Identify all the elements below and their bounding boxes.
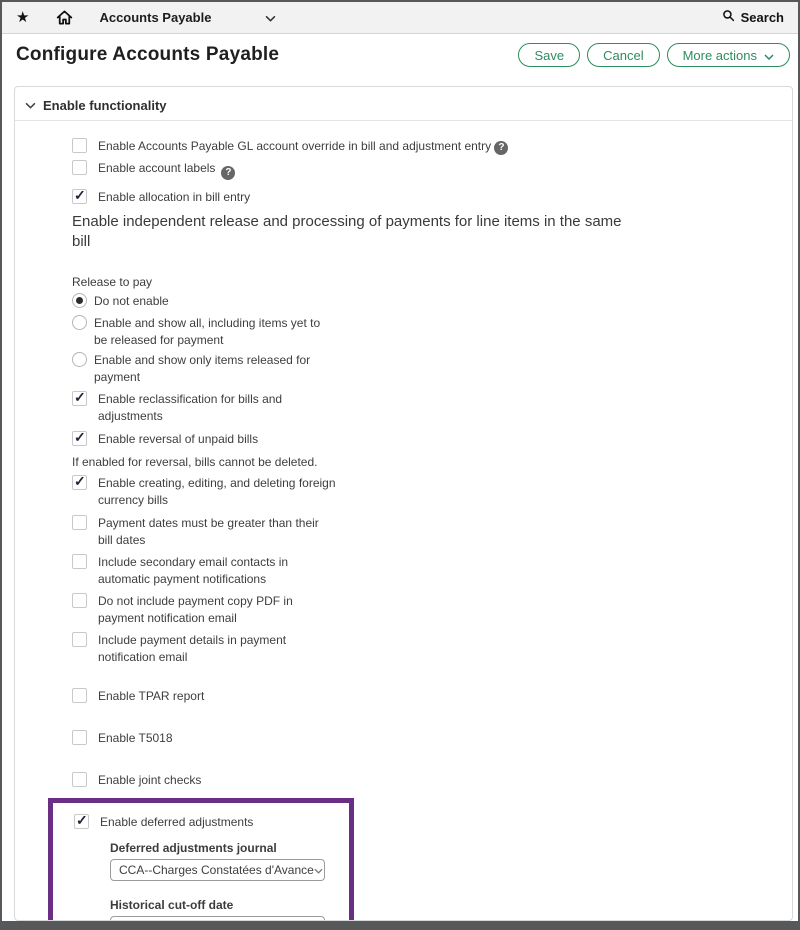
checkbox-label: Do not include payment copy PDF in payment notification email bbox=[98, 594, 293, 625]
favorite-star-icon[interactable]: ★ bbox=[16, 9, 30, 26]
chevron-down-icon bbox=[25, 96, 36, 114]
deferred-journal-label: Deferred adjustments journal bbox=[110, 841, 277, 855]
deferred-journal-select[interactable] bbox=[110, 859, 325, 881]
deferred-journal-value: CCA--Charges Constatées d'Avance bbox=[119, 863, 314, 877]
checkbox[interactable] bbox=[72, 475, 87, 490]
checkbox[interactable] bbox=[72, 554, 87, 569]
header-actions bbox=[518, 43, 790, 67]
checkbox-label: Enable joint checks bbox=[98, 773, 202, 787]
checkbox-row-tpar[interactable] bbox=[72, 687, 792, 705]
checkbox-row-no-pdf-copy[interactable] bbox=[72, 592, 792, 627]
deferred-adjustments-highlight-box bbox=[48, 798, 354, 921]
checkbox[interactable] bbox=[72, 772, 87, 787]
checkbox-label: Enable TPAR report bbox=[98, 689, 205, 703]
checkbox-row-payment-dates[interactable] bbox=[72, 514, 792, 549]
radio-do-not-enable[interactable] bbox=[72, 292, 792, 310]
save-button[interactable]: Save bbox=[518, 43, 580, 67]
page-title: Configure Accounts Payable bbox=[16, 44, 280, 65]
more-actions-button[interactable]: More actions bbox=[667, 43, 790, 67]
release-to-pay-label: Release to pay bbox=[72, 275, 153, 289]
chevron-down-icon bbox=[764, 48, 774, 63]
radio-label: Do not enable bbox=[94, 294, 169, 308]
checkbox-label: Enable T5018 bbox=[98, 731, 173, 745]
search-icon bbox=[722, 9, 735, 27]
checkbox-row-payment-details[interactable] bbox=[72, 631, 792, 666]
checkbox[interactable] bbox=[72, 160, 87, 175]
checkbox-label: Enable reversal of unpaid bills bbox=[98, 432, 259, 446]
checkbox-label: Include secondary email contacts in automatic payment notifications bbox=[98, 555, 289, 586]
checkbox-label: Payment dates must be greater than their bill dates bbox=[98, 516, 319, 547]
radio-label: Enable and show all, including items yet to be released for payment bbox=[94, 316, 321, 347]
home-icon[interactable] bbox=[56, 10, 73, 25]
checkbox[interactable] bbox=[72, 391, 87, 406]
section-title: Enable functionality bbox=[43, 97, 167, 113]
checkbox-row-deferred-adjustments[interactable] bbox=[74, 813, 349, 831]
help-icon[interactable]: ? bbox=[221, 166, 235, 180]
help-icon[interactable]: ? bbox=[494, 141, 508, 155]
checkbox[interactable] bbox=[72, 632, 87, 647]
configuration-panel bbox=[14, 86, 793, 921]
search-button[interactable] bbox=[722, 9, 784, 27]
checkbox-row-secondary-email[interactable] bbox=[72, 553, 792, 588]
checkbox-label-wrap bbox=[87, 137, 508, 155]
page-header bbox=[2, 34, 798, 76]
chevron-down-icon bbox=[265, 9, 276, 27]
checkbox[interactable] bbox=[72, 138, 87, 153]
checkbox-label: Enable deferred adjustments bbox=[100, 815, 254, 829]
checkbox-row-joint-checks[interactable] bbox=[72, 771, 792, 789]
checkbox-label: Enable account labels ? bbox=[98, 159, 235, 180]
checkbox-row-gl-override[interactable] bbox=[72, 137, 792, 155]
chevron-down-icon bbox=[314, 863, 323, 877]
checkbox-row-account-labels[interactable] bbox=[72, 159, 792, 180]
radio-label: Enable and show only items released for payment bbox=[94, 353, 311, 384]
checkbox[interactable] bbox=[72, 515, 87, 530]
checkbox-row-reclassification[interactable] bbox=[72, 390, 792, 425]
radio-show-all[interactable] bbox=[72, 314, 792, 349]
historical-cutoff-label: Historical cut-off date bbox=[110, 898, 234, 912]
application-menu[interactable] bbox=[99, 9, 276, 27]
reversal-note: If enabled for reversal, bills cannot be deleted. bbox=[72, 455, 318, 469]
checkbox[interactable] bbox=[72, 593, 87, 608]
topbar bbox=[2, 2, 798, 34]
search-label: Search bbox=[740, 10, 784, 25]
cancel-button[interactable]: Cancel bbox=[587, 43, 659, 67]
checkbox[interactable] bbox=[72, 431, 87, 446]
application-menu-label: Accounts Payable bbox=[99, 10, 212, 25]
radio-show-released[interactable] bbox=[72, 351, 792, 386]
checkbox-label: Include payment details in payment notification email bbox=[98, 633, 287, 664]
checkbox-label: Enable allocation in bill entry bbox=[98, 190, 251, 204]
radio-button[interactable] bbox=[72, 293, 87, 308]
radio-button[interactable] bbox=[72, 315, 87, 330]
checkbox-label: Enable reclassification for bills and adjustments bbox=[98, 392, 283, 423]
checkbox-row-reversal[interactable] bbox=[72, 430, 792, 448]
checkbox[interactable] bbox=[74, 814, 89, 829]
radio-button[interactable] bbox=[72, 352, 87, 367]
checkbox-label: Enable creating, editing, and deleting foreign currency bills bbox=[98, 476, 336, 507]
checkbox[interactable] bbox=[72, 189, 87, 204]
independent-release-text: Enable independent release and processing of payments for line items in the same bill bbox=[72, 213, 622, 250]
section-enable-functionality-toggle[interactable] bbox=[15, 87, 792, 121]
checkbox[interactable] bbox=[72, 688, 87, 703]
checkbox-row-allocation[interactable] bbox=[72, 188, 792, 206]
window-bottom-edge bbox=[2, 921, 798, 928]
section-body bbox=[15, 137, 792, 921]
checkbox-label: Enable Accounts Payable GL account override in bill and adjustment entry bbox=[98, 139, 492, 153]
checkbox-row-t5018[interactable] bbox=[72, 729, 792, 747]
checkbox-row-foreign-currency[interactable] bbox=[72, 474, 792, 509]
checkbox[interactable] bbox=[72, 730, 87, 745]
